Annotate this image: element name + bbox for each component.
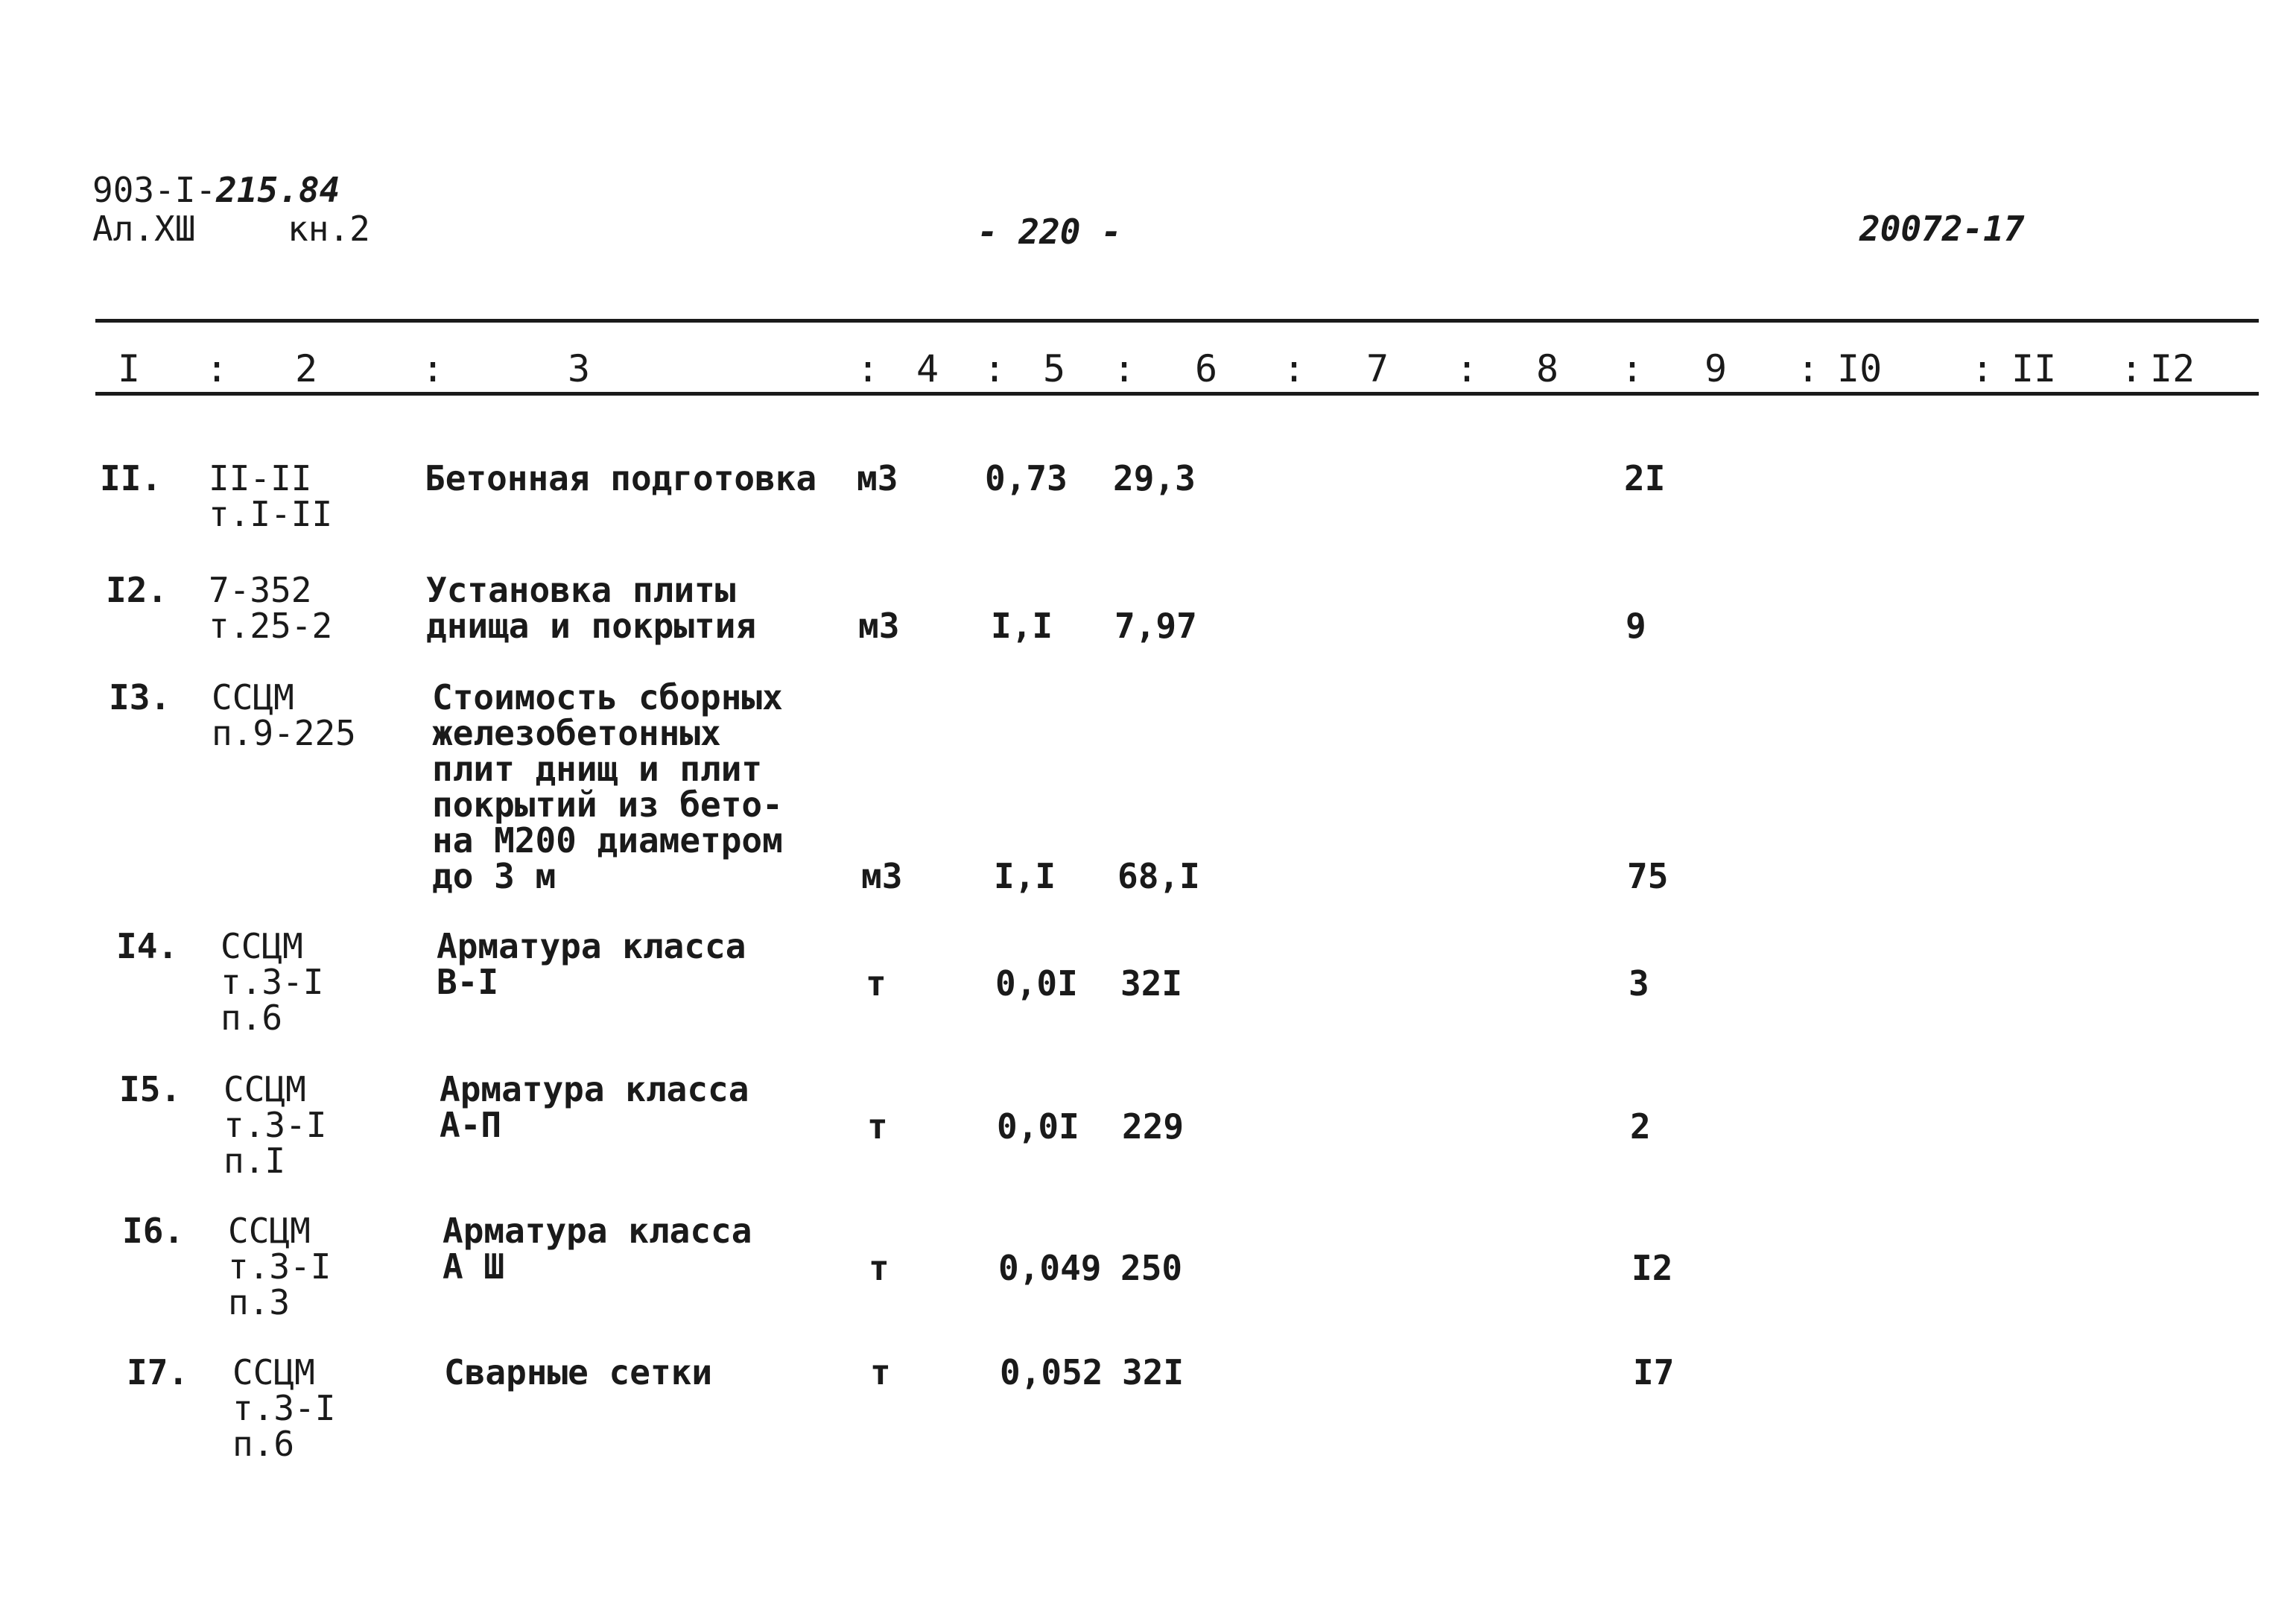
column-header-7: 7 [1366,347,1389,390]
row-16-code: ССЦМ т.3-I п.3 [228,1211,332,1322]
document-code-printed: 903-I- [92,170,217,210]
document-code [92,170,340,210]
row-12-unit: м3 [858,606,900,646]
row-11-quantity: 0,73 [985,458,1068,498]
row-11-code: II-II т.I-II [209,458,333,534]
table-top-rule [95,319,2259,323]
album-label: Ал.XШ [92,209,196,249]
column-header-3: 3 [568,347,591,390]
column-header-11: II [2011,347,2057,390]
row-11-total: 2I [1624,458,1666,498]
row-16-total: I2 [1631,1248,1673,1288]
column-header-1: I [118,347,141,390]
row-11-number: II. [100,458,162,498]
row-13-number: I3. [109,677,171,717]
column-separator-5: : [983,347,1006,390]
row-13-unit: м3 [861,856,903,896]
row-12-code: 7-352 т.25-2 [209,570,333,646]
row-12-total: 9 [1626,606,1646,646]
column-separator-7: : [1283,347,1306,390]
column-header-8: 8 [1536,347,1559,390]
row-11-name: Бетонная подготовка [425,458,817,498]
row-14-unit: т [866,963,887,1004]
column-header-5: 5 [1043,347,1066,390]
row-15-price: 229 [1122,1106,1185,1147]
column-separator-3: : [422,347,445,390]
row-13-total: 75 [1627,856,1669,896]
column-separator-4: : [857,347,880,390]
column-separator-11: : [1971,347,1994,390]
row-17-name: Сварные сетки [444,1352,713,1392]
row-12-price: 7,97 [1114,606,1197,646]
column-header-4: 4 [916,347,939,390]
column-separator-2: : [206,347,229,390]
row-17-number: I7. [127,1352,189,1392]
row-14-code: ССЦМ т.3-I п.6 [221,926,324,1038]
row-13-code: ССЦМ п.9-225 [212,677,356,753]
row-14-name: Арматура класса В-I [437,926,746,1002]
column-separator-10: : [1797,347,1820,390]
row-15-unit: т [867,1106,888,1147]
book-label: кн.2 [288,209,370,249]
row-11-unit: м3 [857,458,898,498]
row-15-code: ССЦМ т.3-I п.I [223,1069,327,1181]
column-header-12: I2 [2150,347,2195,390]
row-11-price: 29,3 [1113,458,1196,498]
row-16-quantity: 0,049 [998,1248,1102,1288]
column-header-2: 2 [295,347,318,390]
row-12-number: I2. [106,570,168,610]
row-16-number: I6. [122,1211,185,1251]
row-17-total: I7 [1633,1352,1675,1392]
column-separator-6: : [1113,347,1136,390]
archive-number: 20072-17 [1859,209,2025,249]
row-14-total: 3 [1629,963,1649,1004]
column-header-9: 9 [1704,347,1728,390]
row-13-quantity: I,I [994,856,1056,896]
column-header-10: I0 [1837,347,1883,390]
column-header-6: 6 [1195,347,1218,390]
row-15-number: I5. [119,1069,182,1109]
row-15-quantity: 0,0I [997,1106,1079,1147]
row-17-price: 32I [1122,1352,1185,1392]
row-15-name: Арматура класса А-П [440,1069,749,1145]
row-12-quantity: I,I [991,606,1053,646]
row-13-name: Стоимость сборных железобетонных плит днищ и плит покрытий из бето- на М200 диаметром до 3 м [432,677,783,896]
page-number: - 220 - [977,212,1122,252]
row-12-name: Установка плиты днища и покрытия [426,570,757,646]
row-17-quantity: 0,052 [1000,1352,1103,1392]
row-13-price: 68,I [1117,856,1200,896]
row-16-unit: т [869,1248,889,1288]
row-16-price: 250 [1120,1248,1183,1288]
column-separator-12: : [2120,347,2143,390]
row-16-name: Арматура класса А Ш [443,1211,752,1287]
row-17-unit: т [870,1352,891,1392]
row-14-quantity: 0,0I [995,963,1078,1004]
column-separator-8: : [1456,347,1479,390]
row-14-price: 32I [1120,963,1183,1004]
table-header-bottom-rule [95,392,2259,396]
row-17-code: ССЦМ т.3-I п.6 [232,1352,336,1464]
document-code-handwritten: 215.84 [216,170,340,210]
column-separator-9: : [1621,347,1644,390]
row-14-number: I4. [116,926,179,966]
row-15-total: 2 [1630,1106,1651,1147]
